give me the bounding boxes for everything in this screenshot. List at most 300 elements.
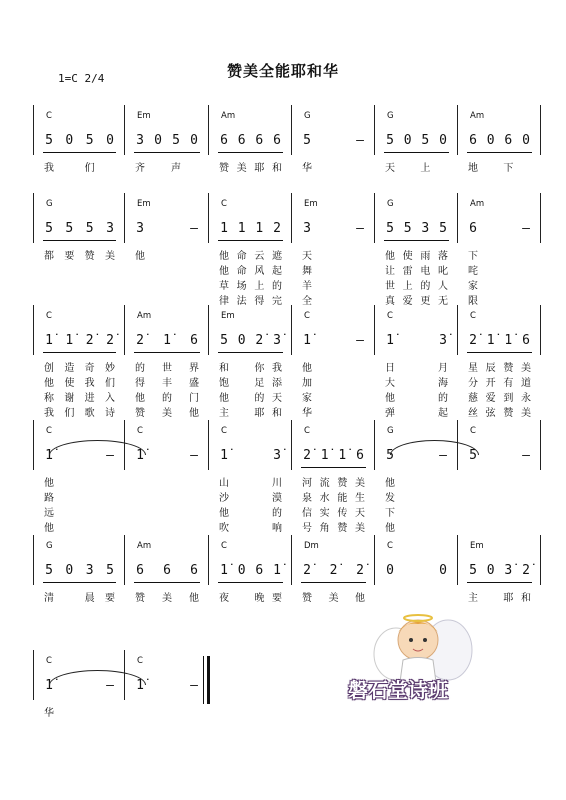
lyric-syllable: 远 [44,508,54,519]
lyric-syllable: 你 [254,363,265,374]
barline [291,535,292,585]
lyric-syllable: 晨 [84,593,95,604]
lyric-syllable: 美 [162,408,172,419]
note: 3 [421,221,430,236]
lyric-syllable: 赞 [84,251,95,262]
lyric-syllable: 实 [319,508,330,519]
lyric-syllable: 到 [503,393,514,404]
note: 6 [469,221,477,236]
beam [43,582,116,583]
lyric-syllable: 他 [44,523,54,534]
note: 5 [421,133,430,148]
lyric-syllable: 下 [468,251,478,262]
barline [291,420,292,470]
lyric-syllable: 他 [44,478,54,489]
lyric-syllable: 上 [420,163,431,174]
lyric-syllable: 赞 [219,163,229,174]
note: 2̇ [85,333,94,348]
chord-label: Em [137,199,151,209]
lyric-syllable: 限 [468,296,478,307]
chord-label: Am [470,111,485,121]
lyric-syllable: 奇 [84,363,95,374]
lyric-syllable: 丰 [162,378,172,389]
lyric-syllable: 齐 [135,163,145,174]
note: 5 [172,133,180,148]
lyric-syllable: 的 [162,393,172,404]
lyric-syllable: 全 [302,296,312,307]
lyric-syllable: 的 [272,508,282,519]
lyric-syllable: 天 [385,163,395,174]
note: 1̇ [45,448,53,463]
lyric-syllable: 电 [420,266,431,277]
barline [540,305,541,355]
lyric-syllable: 弹 [385,408,395,419]
lyric-syllable: 要 [64,251,75,262]
note: – [522,448,530,463]
note: 6 [469,133,477,148]
note: 6 [220,133,228,148]
choir-logo [318,610,478,720]
chord-label: C [137,656,143,666]
lyric-syllable: 人 [438,281,448,292]
note: 5 [45,133,53,148]
note: 6 [237,133,246,148]
lyric-syllable: 起 [272,266,282,277]
note: 1̇ [136,678,144,693]
lyric-syllable: 加 [302,378,312,389]
lyric-syllable: 和 [272,163,282,174]
lyric-syllable: 场 [236,281,247,292]
note: 0 [65,563,74,578]
note: 5 [386,221,394,236]
note: 5 [45,563,53,578]
lyric-syllable: 们 [64,408,75,419]
note: 6 [504,133,513,148]
barline [208,305,209,355]
chord-label: Em [470,541,484,551]
lyric-syllable: 下 [385,508,395,519]
lyric-syllable: 下 [503,163,514,174]
angel-icon [318,610,478,720]
system-6 [0,650,566,760]
note: 0 [522,133,530,148]
lyric-syllable: 更 [420,296,431,307]
barline [33,650,34,700]
beam [43,152,116,153]
lyric-syllable: 咤 [468,266,478,277]
note: – [439,448,447,463]
lyric-syllable: 的 [420,281,431,292]
lyric-syllable: 足 [254,378,265,389]
system-5 [0,535,566,645]
lyric-syllable: 日 [385,363,395,374]
lyric-syllable: 入 [105,393,115,404]
note: 6 [255,133,264,148]
lyric-syllable: 赞 [503,408,514,419]
lyric-syllable: 的 [135,363,145,374]
lyric-syllable: 云 [254,251,265,262]
barline [33,193,34,243]
lyric-syllable: 家 [302,393,312,404]
note: – [106,448,114,463]
lyric-syllable: 有 [503,378,514,389]
lyric-syllable: 能 [337,493,348,504]
lyric-syllable: 得 [254,296,265,307]
lyric-syllable: 美 [355,478,365,489]
chord-label: Am [137,311,152,321]
lyric-syllable: 华 [302,163,312,174]
lyric-syllable: 夜 [219,593,229,604]
lyric-syllable: 信 [302,508,312,519]
note: 1 [255,221,264,236]
lyric-syllable: 他 [385,393,395,404]
lyric-syllable: 他 [135,251,145,262]
barline [540,105,541,155]
lyric-syllable: 美 [328,593,339,604]
lyric-syllable: 们 [84,163,95,174]
lyric-syllable: 美 [236,163,247,174]
note: 3̇ [273,448,281,463]
lyric-syllable: 要 [105,593,115,604]
lyric-syllable: 谢 [64,393,75,404]
barline [124,305,125,355]
chord-label: C [221,426,227,436]
chord-label: C [470,426,476,436]
note: 1̇ [45,333,53,348]
barline [540,193,541,243]
lyric-syllable: 吹 [219,523,229,534]
lyric-syllable: 华 [44,708,54,719]
note: 6 [136,563,144,578]
lyric-syllable: 世 [385,281,395,292]
note: 1̇ [504,333,513,348]
lyric-syllable: 号 [302,523,312,534]
lyric-syllable: 河 [302,478,312,489]
lyric-syllable: 让 [385,266,395,277]
chord-label: G [387,199,394,209]
note: 0 [65,133,74,148]
lyric-syllable: 美 [355,523,365,534]
lyric-syllable: 羊 [302,281,312,292]
chord-label: C [137,426,143,436]
lyric-syllable: 美 [521,363,531,374]
lyric-syllable: 命 [236,251,247,262]
chord-label: C [46,311,52,321]
note: 2 [273,221,281,236]
beam [134,582,200,583]
lyric-syllable: 生 [355,493,365,504]
lyric-syllable: 他 [355,593,365,604]
lyric-syllable: 发 [385,493,395,504]
lyric-syllable: 角 [319,523,330,534]
barline [33,535,34,585]
lyric-syllable: 门 [189,393,199,404]
chord-label: G [304,111,311,121]
note: 6 [356,448,364,463]
note: – [356,333,364,348]
beam [384,152,449,153]
note: 1̇ [45,678,53,693]
lyric-syllable: 律 [219,296,229,307]
note: – [190,678,198,693]
lyric-syllable: 沙 [219,493,229,504]
barline [208,535,209,585]
beam [384,240,449,241]
lyric-syllable: 声 [171,163,181,174]
tie-arc [49,440,146,455]
beam [301,582,366,583]
lyric-syllable: 传 [337,508,348,519]
chord-label: C [387,541,393,551]
key-signature: 1=C 2/4 [58,72,105,85]
note: 5 [469,448,477,463]
note: 3̇ [273,333,281,348]
note: – [356,133,364,148]
note: 2̇ [356,563,364,578]
barline [540,420,541,470]
note: 6 [255,563,264,578]
note: – [190,448,198,463]
barline [33,420,34,470]
note: 5 [403,221,412,236]
note: 3̇ [439,333,447,348]
chord-label: Am [137,541,152,551]
note: 0 [486,563,495,578]
lyric-syllable: 舞 [302,266,312,277]
lyric-syllable: 地 [468,163,478,174]
note: 0 [190,133,198,148]
lyric-syllable: 美 [162,593,172,604]
lyric-syllable: 他 [219,393,229,404]
lyric-syllable: 歌 [84,408,95,419]
barline [374,193,375,243]
tie-arc [49,670,146,685]
note: 3 [303,221,311,236]
lyric-syllable: 晚 [254,593,265,604]
lyric-syllable: 称 [44,393,54,404]
chord-label: C [304,311,310,321]
logo-text: 磐石堂诗班 [348,678,448,702]
lyric-syllable: 他 [385,478,395,489]
note: 5 [220,333,228,348]
lyric-syllable: 得 [135,378,145,389]
note: 0 [439,563,447,578]
beam [218,352,283,353]
lyric-syllable: 他 [302,363,312,374]
barline [208,193,209,243]
lyric-syllable: 路 [44,493,54,504]
final-barline-thin [203,656,204,704]
lyric-syllable: 落 [438,251,448,262]
lyric-syllable: 上 [402,281,413,292]
lyric-syllable: 诗 [105,408,115,419]
note: 5 [85,133,94,148]
lyric-syllable: 草 [219,281,229,292]
lyric-syllable: 创 [44,363,54,374]
note: 0 [106,133,114,148]
lyric-syllable: 天 [302,251,312,262]
beam [134,152,200,153]
lyric-syllable: 赞 [135,408,145,419]
lyric-syllable: 我 [84,378,95,389]
system-2 [0,193,566,307]
note: 0 [486,133,495,148]
chord-label: Em [304,199,318,209]
lyric-syllable: 川 [272,478,282,489]
lyric-syllable: 耶 [254,163,265,174]
lyric-syllable: 主 [219,408,229,419]
chord-label: G [46,199,53,209]
lyric-syllable: 起 [438,408,448,419]
note: 5 [386,133,394,148]
barline [33,105,34,155]
lyric-syllable: 赞 [135,593,145,604]
system-3 [0,305,566,419]
note: – [522,221,530,236]
chord-label: G [387,426,394,436]
beam [218,240,283,241]
note: – [356,221,364,236]
lyric-syllable: 雷 [402,266,413,277]
barline [457,105,458,155]
lyric-syllable: 的 [438,393,448,404]
lyric-syllable: 漠 [272,493,282,504]
lyric-syllable: 叱 [438,266,448,277]
note: 2̇ [106,333,114,348]
note: 1̇ [220,563,228,578]
beam [467,352,532,353]
chord-label: C [387,311,393,321]
lyric-syllable: 进 [84,393,95,404]
lyric-syllable: 他 [219,251,229,262]
lyric-syllable: 我 [44,163,54,174]
lyric-syllable: 赞 [503,363,514,374]
note: 0 [237,333,246,348]
lyric-syllable: 泉 [302,493,312,504]
lyric-syllable: 流 [319,478,330,489]
lyric-syllable: 他 [189,593,199,604]
lyric-syllable: 主 [468,593,478,604]
lyric-syllable: 天 [272,393,282,404]
note: – [190,221,198,236]
note: 2̇ [303,448,311,463]
chord-label: C [46,426,52,436]
beam [218,582,283,583]
measure [384,563,449,593]
note: 0 [403,133,412,148]
page-title: 赞美全能耶和华 [226,62,339,80]
note: 6 [163,563,171,578]
note: 2̇ [329,563,338,578]
chord-label: C [304,426,310,436]
note: 1̇ [303,333,311,348]
lyric-syllable: 他 [135,393,145,404]
note: 1̇ [320,448,329,463]
barline [457,193,458,243]
barline [374,105,375,155]
barline [291,305,292,355]
beam [467,582,532,583]
note: 1̇ [136,448,144,463]
lyric-syllable: 慈 [468,393,478,404]
lyric-syllable: 他 [385,523,395,534]
note: 1̇ [338,448,347,463]
lyric-syllable: 都 [44,251,54,262]
lyric-syllable: 山 [219,478,229,489]
lyric-syllable: 他 [44,378,54,389]
note: 5 [85,221,94,236]
lyric-syllable: 星 [468,363,478,374]
barline [291,193,292,243]
note: 3 [85,563,94,578]
lyric-syllable: 世 [162,363,172,374]
chord-label: C [221,541,227,551]
lyric-syllable: 的 [254,393,265,404]
lyric-syllable: 盛 [189,378,199,389]
lyric-syllable: 月 [438,363,448,374]
beam [467,152,532,153]
lyric-syllable: 弦 [485,408,496,419]
lyric-syllable: 清 [44,593,54,604]
lyric-syllable: 大 [385,378,395,389]
lyric-syllable: 界 [189,363,199,374]
note: 1̇ [386,333,394,348]
lyric-syllable: 他 [189,408,199,419]
lyric-syllable: 美 [105,251,115,262]
lyric-syllable: 命 [236,266,247,277]
note: 1̇ [65,333,74,348]
lyric-syllable: 我 [272,363,282,374]
chord-label: Am [221,111,236,121]
barline [291,105,292,155]
lyric-syllable: 和 [521,593,531,604]
note: 5 [65,221,74,236]
lyric-syllable: 耶 [254,408,265,419]
barline [374,420,375,470]
lyric-syllable: 耶 [503,593,514,604]
barline [124,105,125,155]
lyric-syllable: 丝 [468,408,478,419]
lyric-syllable: 爱 [485,393,496,404]
lyric-syllable: 家 [468,281,478,292]
lyric-syllable: 要 [272,593,282,604]
note: 0 [439,133,447,148]
lyric-syllable: 天 [355,508,365,519]
lyric-syllable: 风 [254,266,265,277]
note: 5 [106,563,114,578]
lyric-syllable: 赞 [337,523,348,534]
note: 1̇ [273,563,281,578]
note: 6 [190,563,198,578]
lyric-syllable: 分 [468,378,478,389]
lyric-syllable: 赞 [302,593,312,604]
note: 2̇ [522,563,530,578]
beam [43,240,116,241]
chord-label: G [46,541,53,551]
chord-label: Em [137,111,151,121]
barline [540,535,541,585]
lyric-syllable: 们 [105,378,115,389]
lyric-syllable: 他 [219,508,229,519]
lyric-syllable: 辰 [485,363,496,374]
barline [374,305,375,355]
barline [457,305,458,355]
chord-label: Em [221,311,235,321]
lyric-syllable: 响 [272,523,282,534]
barline [33,305,34,355]
beam [43,352,116,353]
tie-arc [390,440,479,455]
